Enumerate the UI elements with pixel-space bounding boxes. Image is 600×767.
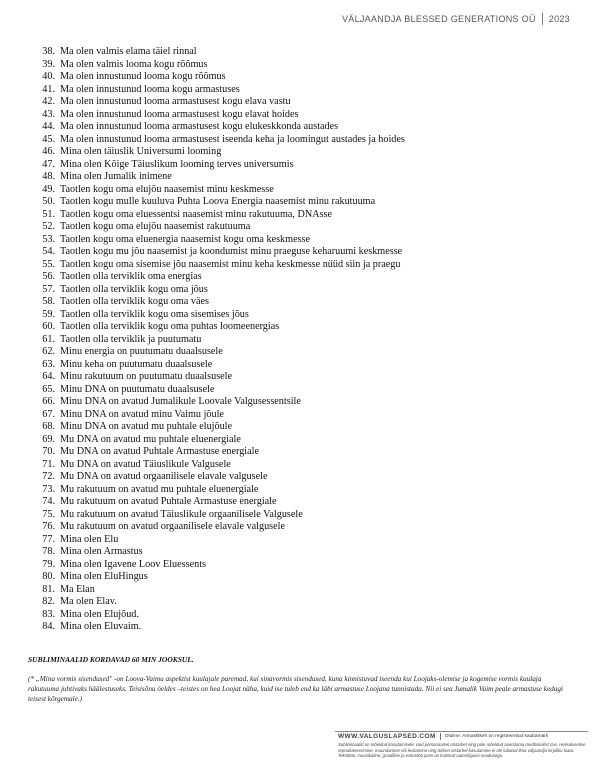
list-item (28, 471, 405, 484)
list-item (28, 296, 405, 309)
footer-top (338, 733, 588, 740)
list-item (28, 159, 405, 172)
list-item-number: 67. (42, 408, 55, 420)
list-item-number: 60. (42, 321, 55, 332)
list-item (28, 246, 405, 259)
list-item-text: Mu rakutuum on avatud Puhtale Armastuse energiale (60, 496, 277, 507)
list-item (28, 509, 405, 522)
list-item (28, 196, 405, 209)
footer-divider (335, 731, 588, 732)
list-item-text: Taotlen kogu oma sisemise jõu naasemist minu keha keskmesse nüüd siin ja praegu (60, 258, 401, 270)
list-item-number: 57. (42, 283, 55, 295)
list-item (28, 71, 405, 84)
list-item-text: Ma olen innustunud looma kogu armastuses (60, 83, 240, 95)
list-item-number: 64. (42, 371, 55, 382)
list-item-number: 70. (42, 446, 55, 457)
list-item-text: Taotlen kogu oma eluenergia naasemist kogu oma keskmesse (60, 233, 311, 245)
list-item-text: Mu DNA on avatud Puhtale Armastuse energiale (60, 446, 259, 457)
list-item (28, 571, 405, 584)
list-item (28, 346, 405, 359)
list-item (28, 121, 405, 134)
list-item (28, 134, 405, 147)
list-item-text: Mina olen Eluvaim. (60, 621, 142, 632)
list-item-number: 51. (42, 208, 55, 220)
list-item-number: 56. (42, 271, 55, 282)
list-item-number: 44. (42, 121, 55, 132)
list-item-number: 78. (42, 546, 55, 557)
list-item (28, 434, 405, 447)
list-item-text: Taotlen olla terviklik kogu oma väes (60, 296, 209, 307)
list-item (28, 221, 405, 234)
list-item-text: Taotlen kogu mu jõu naasemist ja koondumist minu praeguse keharuumi keskmesse (60, 246, 403, 257)
list-item-number: 42. (42, 96, 55, 107)
list-item-text: Taotlen kogu oma eluessentsi naasemist minu rakutuuma, DNAsse (60, 208, 333, 220)
list-item-number: 58. (42, 296, 55, 307)
list-item (28, 371, 405, 384)
list-item-text: Ma Elan (60, 583, 95, 595)
list-item (28, 609, 405, 622)
list-item-number: 55. (42, 258, 55, 270)
list-item-text: Minu rakutuum on puutumatu duaalsusele (60, 371, 233, 382)
list-item-text: Taotlen olla terviklik oma energias (60, 271, 202, 282)
list-item (28, 184, 405, 197)
list-item-text: Ma olen innustunud looma armastusest kogu elavat hoides (60, 108, 299, 120)
list-item (28, 396, 405, 409)
list-item-number: 73. (42, 483, 55, 495)
list-item-text: Ma olen valmis elama täiel rinnal (60, 46, 197, 57)
list-item-text: Taotlen olla terviklik kogu oma jõus (60, 283, 208, 295)
list-item (28, 46, 405, 59)
list-item-text: Minu keha on puutumatu duaalsusele (60, 358, 213, 370)
list-item-number: 80. (42, 571, 55, 582)
list-item-number: 72. (42, 471, 55, 482)
list-item (28, 309, 405, 322)
list-item-text: Mina olen Igavene Loov Eluessents (60, 558, 206, 570)
list-item-number: 62. (42, 346, 55, 357)
list-item (28, 596, 405, 609)
list-item (28, 546, 405, 559)
list-item-number: 76. (42, 521, 55, 532)
list-item (28, 259, 405, 272)
list-item (28, 96, 405, 109)
list-item (28, 559, 405, 572)
subliminal-note: SUBLIMINAALID KORDAVAD 60 MIN JOOKSUL. (28, 655, 194, 664)
list-item-number: 50. (42, 196, 55, 207)
list-item-text: Mu rakutuum on avatud orgaanilisele elavale valgusele (60, 521, 285, 532)
list-item-text: Taotlen kogu mulle kuuluva Puhta Loova Energia naasemist minu rakutuuma (60, 196, 376, 207)
footer-website-link[interactable]: WWW.VALGUSLAPSED.COM (338, 733, 436, 740)
list-item (28, 59, 405, 72)
list-item (28, 621, 405, 634)
list-item-number: 54. (42, 246, 55, 257)
list-item-text: Mu DNA on avatud orgaanilisele elavale valgusele (60, 471, 268, 482)
list-item-text: Ma olen innustunud looma armastusest kogu elava vastu (60, 96, 291, 107)
list-item-text: Ma olen innustunud looma armastusest iseenda keha ja loomingut austades ja hoides (60, 133, 405, 145)
list-item-text: Mina olen Elu (60, 533, 119, 545)
list-item-number: 48. (42, 171, 55, 182)
list-item (28, 284, 405, 297)
footer-separator (440, 733, 441, 740)
list-item-number: 68. (42, 421, 55, 432)
list-item (28, 271, 405, 284)
list-item-number: 45. (42, 133, 55, 145)
list-item-text: Taotlen olla terviklik kogu oma puhtas loomeenergias (60, 321, 280, 332)
list-item-number: 82. (42, 596, 55, 607)
list-item-text: Mina olen Elujõud. (60, 608, 139, 620)
list-item (28, 146, 405, 159)
footer-rights: Oluline: Armastlikeh on registreeritud kaubamärk (444, 734, 549, 739)
list-item-text: Minu DNA on puutumatu duaalsusele (60, 383, 215, 395)
list-item (28, 496, 405, 509)
list-item-number: 65. (42, 383, 55, 395)
list-item (28, 409, 405, 422)
list-item-text: Minu DNA on avatud minu Vaimu jõule (60, 408, 224, 420)
list-item-number: 41. (42, 83, 55, 95)
list-item (28, 109, 405, 122)
list-item (28, 84, 405, 97)
list-item-text: Mina olen Kõige Täiuslikum looming terves universumis (60, 158, 294, 170)
list-item-number: 79. (42, 558, 55, 570)
list-item (28, 421, 405, 434)
list-item-number: 49. (42, 183, 55, 195)
list-item-text: Ma olen valmis looma kogu rõõmus (60, 58, 208, 70)
list-item-text: Mina olen täiuslik Universumi looming (60, 146, 222, 157)
list-item (28, 584, 405, 597)
list-item-number: 66. (42, 396, 55, 407)
list-item-text: Minu DNA on avatud mu puhtale elujõule (60, 421, 233, 432)
list-item-number: 77. (42, 533, 55, 545)
footer-fine-print: Subliminaalid on mõeldud kasutamiseks vaid personaalsel otstarbel ning pole mõeldud asendama meditsiinilist ravi. Helisalvestise reprodutseerimine, muundamine või levitamine ning ärilisel otstarbel kasutamine ei ole lubatud ilma väljaandja kirjaliku loata. Tekstitöö, muusikaline, graafiline ja esitustöö jooni on kaitstud autoriõiguse seadusega. (338, 742, 586, 759)
list-item (28, 234, 405, 247)
affirmation-list (28, 46, 405, 634)
header-year: 2023 (548, 14, 570, 24)
list-item-text: Mu rakutuum on avatud mu puhtale eluenergiale (60, 483, 259, 495)
list-item-number: 69. (42, 433, 55, 445)
list-item (28, 209, 405, 222)
list-item (28, 459, 405, 472)
list-item-text: Taotlen olla terviklik kogu oma sisemises jõus (60, 308, 249, 320)
list-item-number: 47. (42, 158, 55, 170)
list-item-text: Ma olen innustunud looma kogu rõõmus (60, 71, 226, 82)
list-item (28, 384, 405, 397)
list-item-text: Mu DNA on avatud Täiuslikule Valgusele (60, 458, 231, 470)
list-item-number: 75. (42, 508, 55, 520)
list-item-text: Taotlen kogu oma elujõu naasemist minu keskmesse (60, 183, 274, 195)
list-item-text: Ma olen innustunud looma armastusest kogu elukeskkonda austades (60, 121, 339, 132)
list-item-number: 43. (42, 108, 55, 120)
list-item (28, 321, 405, 334)
footnote: (* „Mina vormis sisendused" -on Loova-Vaimu aspektist kuulajale paremad, kui sinavormis sisendused, kuna kinnistuvad iseenda kui Loojaks-olemise ja kogemise vormis kuulaja rakutuuma juhtivaks häälestuseks. Teisisõnu öeldes –teistes on hea Loojat näha, kuid ise tuleb end ka läbi armastuse Loojana tunnistada. Nii ei sea Jumalik Vaim peale armastuse kedagi teisest kõrgemale.) (28, 675, 563, 703)
list-item-number: 83. (42, 608, 55, 620)
list-item-number: 52. (42, 221, 55, 232)
list-item-text: Minu DNA on avatud Jumalikule Loovale Valgusessentsile (60, 396, 301, 407)
list-item (28, 446, 405, 459)
list-item-number: 71. (42, 458, 55, 470)
list-item-number: 61. (42, 333, 55, 345)
list-item (28, 521, 405, 534)
list-item-number: 53. (42, 233, 55, 245)
list-item-number: 74. (42, 496, 55, 507)
list-item (28, 359, 405, 372)
header-title: VÄLJAANDJA BLESSED GENERATIONS OÜ (341, 14, 536, 24)
list-item-text: Mina olen Jumalik inimene (60, 171, 172, 182)
list-item-text: Taotlen kogu oma elujõu naasemist rakutuuma (60, 221, 251, 232)
list-item-number: 40. (42, 71, 55, 82)
list-item-text: Ma olen Elav. (60, 596, 117, 607)
header-divider (542, 13, 543, 25)
list-item-text: Taotlen olla terviklik ja puutumatu (60, 333, 202, 345)
list-item-text: Mina olen EluHingus (60, 571, 148, 582)
list-item-number: 39. (42, 58, 55, 70)
list-item-number: 81. (42, 583, 55, 595)
list-item (28, 171, 405, 184)
list-item-number: 84. (42, 621, 55, 632)
list-item-text: Mu DNA on avatud mu puhtale eluenergiale (60, 433, 241, 445)
list-item-number: 59. (42, 308, 55, 320)
list-item-text: Mu rakutuum on avatud Täiuslikule orgaanilisele Valgusele (60, 508, 303, 520)
list-item-text: Mina olen Armastus (60, 546, 143, 557)
list-item-number: 38. (42, 46, 55, 57)
list-item-number: 63. (42, 358, 55, 370)
list-item (28, 334, 405, 347)
list-item (28, 484, 405, 497)
list-item (28, 534, 405, 547)
page-header (342, 12, 570, 26)
list-item-text: Minu energia on puutumatu duaalsusele (60, 346, 223, 357)
list-item-number: 46. (42, 146, 55, 157)
